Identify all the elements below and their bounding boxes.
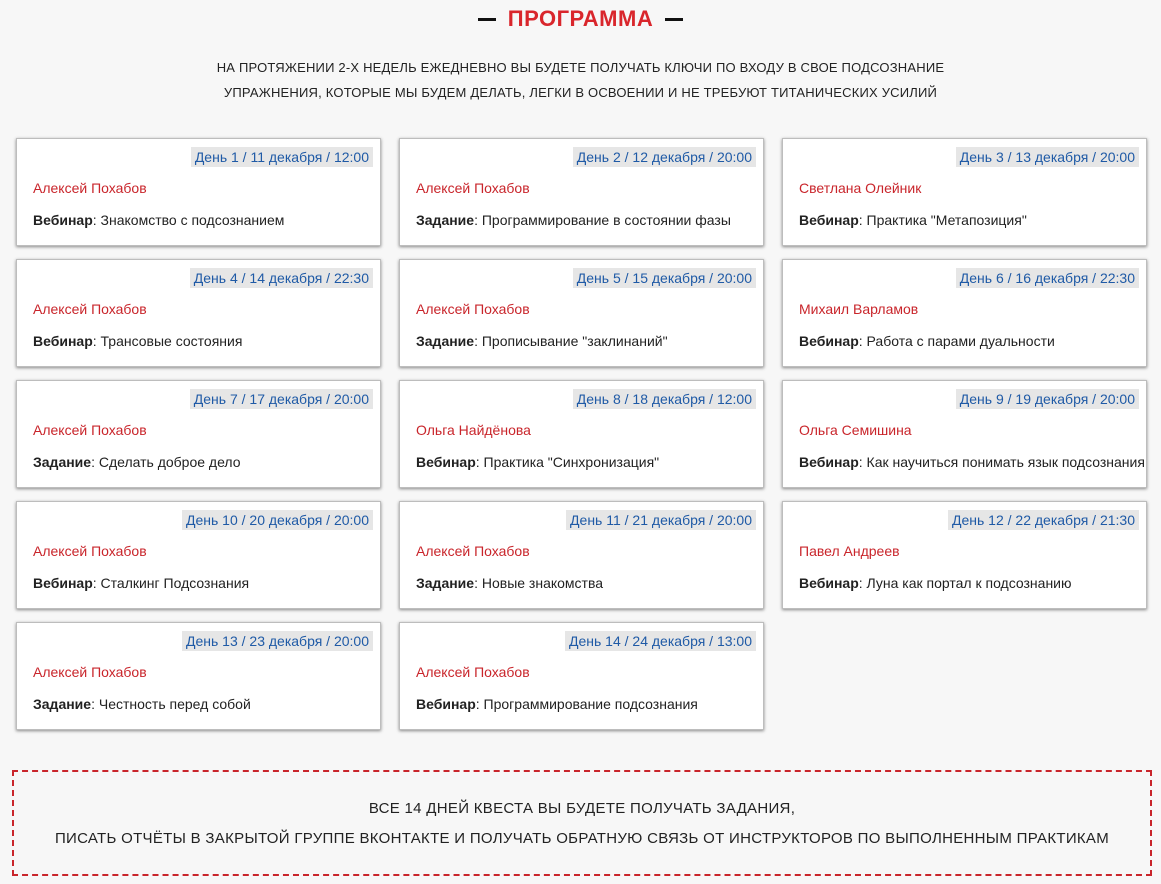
day-description <box>416 212 731 228</box>
day-date: День 14 / 24 декабря / 13:00 <box>565 631 756 651</box>
section-title <box>0 4 1161 34</box>
day-description <box>799 333 1055 349</box>
day-type: Вебинар <box>33 575 93 591</box>
day-description <box>33 333 242 349</box>
day-author: Ольга Найдёнова <box>416 422 531 438</box>
day-description <box>799 575 1072 591</box>
day-author: Алексей Похабов <box>33 180 147 196</box>
day-card <box>399 501 764 609</box>
day-type: Вебинар <box>33 212 93 228</box>
day-description <box>799 212 1027 228</box>
day-type: Вебинар <box>416 696 476 712</box>
day-type: Вебинар <box>799 333 859 349</box>
day-author: Алексей Похабов <box>33 301 147 317</box>
day-card <box>16 501 381 609</box>
day-author: Алексей Похабов <box>416 664 530 680</box>
quest-notice-box <box>12 770 1152 876</box>
day-type: Задание <box>416 575 475 591</box>
intro-line-2: УПРАЖНЕНИЯ, КОТОРЫЕ МЫ БУДЕМ ДЕЛАТЬ, ЛЕГКИ В ОСВОЕНИИ И НЕ ТРЕБУЮТ ТИТАНИЧЕСКИХ УСИЛИЙ <box>223 85 938 100</box>
day-card <box>782 138 1147 246</box>
day-author: Светлана Олейник <box>799 180 922 196</box>
day-date: День 13 / 23 декабря / 20:00 <box>182 631 373 651</box>
day-date: День 11 / 21 декабря / 20:00 <box>566 510 756 530</box>
day-card <box>782 501 1147 609</box>
title-dash-right <box>665 18 683 21</box>
day-author: Алексей Похабов <box>33 664 147 680</box>
day-topic: : Программирование в состоянии фазы <box>474 212 731 228</box>
day-topic: : Знакомство с подсознанием <box>92 212 285 228</box>
day-topic: : Сделать доброе дело <box>91 454 241 470</box>
day-author: Алексей Похабов <box>416 301 530 317</box>
day-date: День 2 / 12 декабря / 20:00 <box>573 147 756 167</box>
day-description <box>416 696 698 712</box>
notice-line-1: ВСЕ 14 ДНЕЙ КВЕСТА ВЫ БУДЕТЕ ПОЛУЧАТЬ ЗАДАНИЯ, <box>368 800 796 817</box>
day-type: Вебинар <box>799 454 859 470</box>
day-card <box>16 380 381 488</box>
day-card <box>16 138 381 246</box>
day-author: Алексей Похабов <box>33 543 147 559</box>
day-topic: : Трансовые состояния <box>92 333 243 349</box>
day-date: День 6 / 16 декабря / 22:30 <box>956 268 1139 288</box>
day-description <box>33 696 251 712</box>
title-dash-left <box>478 18 496 21</box>
day-card <box>16 622 381 730</box>
day-topic: : Практика "Метапозиция" <box>858 212 1027 228</box>
day-author: Алексей Похабов <box>416 180 530 196</box>
day-type: Вебинар <box>799 575 859 591</box>
day-topic: : Прописывание "заклинаний" <box>474 333 668 349</box>
day-author: Ольга Семишина <box>799 422 912 438</box>
day-description <box>33 454 241 470</box>
day-description <box>799 454 1145 470</box>
day-type: Задание <box>33 454 92 470</box>
day-type: Задание <box>33 696 92 712</box>
day-date: День 4 / 14 декабря / 22:30 <box>190 268 373 288</box>
day-card <box>399 380 764 488</box>
day-description <box>416 333 668 349</box>
day-topic: : Честность перед собой <box>91 696 251 712</box>
day-date: День 10 / 20 декабря / 20:00 <box>182 510 373 530</box>
day-topic: : Сталкинг Подсознания <box>92 575 250 591</box>
day-card <box>399 259 764 367</box>
day-date: День 9 / 19 декабря / 20:00 <box>956 389 1139 409</box>
day-date: День 3 / 13 декабря / 20:00 <box>956 147 1139 167</box>
day-topic: : Практика "Синхронизация" <box>475 454 660 470</box>
day-type: Вебинар <box>33 333 93 349</box>
day-card <box>782 380 1147 488</box>
day-author: Алексей Похабов <box>416 543 530 559</box>
day-topic: : Как научиться понимать язык подсознания <box>858 454 1145 470</box>
day-topic: : Новые знакомства <box>474 575 604 591</box>
day-date: День 7 / 17 декабря / 20:00 <box>190 389 373 409</box>
day-author: Михаил Варламов <box>799 301 919 317</box>
day-description <box>416 454 659 470</box>
day-type: Вебинар <box>799 212 859 228</box>
day-card <box>399 138 764 246</box>
day-type: Задание <box>416 333 475 349</box>
day-date: День 12 / 22 декабря / 21:30 <box>948 510 1139 530</box>
day-description <box>33 212 284 228</box>
day-card <box>782 259 1147 367</box>
day-type: Задание <box>416 212 475 228</box>
day-date: День 1 / 11 декабря / 12:00 <box>191 147 373 167</box>
day-type: Вебинар <box>416 454 476 470</box>
notice-line-2: ПИСАТЬ ОТЧЁТЫ В ЗАКРЫТОЙ ГРУППЕ ВКОНТАКТЕ И ПОЛУЧАТЬ ОБРАТНУЮ СВЯЗЬ ОТ ИНСТРУКТОРОВ ПО ВЫПОЛНЕННЫМ ПРАКТИКАМ <box>54 830 1110 847</box>
day-author: Павел Андреев <box>799 543 900 559</box>
page-title: ПРОГРАММА <box>507 6 654 31</box>
day-author: Алексей Похабов <box>33 422 147 438</box>
day-topic: : Программирование подсознания <box>475 696 698 712</box>
day-date: День 8 / 18 декабря / 12:00 <box>573 389 756 409</box>
intro-line-1: НА ПРОТЯЖЕНИИ 2-Х НЕДЕЛЬ ЕЖЕДНЕВНО ВЫ БУДЕТЕ ПОЛУЧАТЬ КЛЮЧИ ПО ВХОДУ В СВОЕ ПОДСОЗНАНИЕ <box>216 60 945 75</box>
day-topic: : Луна как портал к подсознанию <box>858 575 1072 591</box>
day-card <box>16 259 381 367</box>
day-card <box>399 622 764 730</box>
day-description <box>416 575 603 591</box>
day-description <box>33 575 249 591</box>
day-topic: : Работа с парами дуальности <box>858 333 1055 349</box>
day-date: День 5 / 15 декабря / 20:00 <box>573 268 756 288</box>
